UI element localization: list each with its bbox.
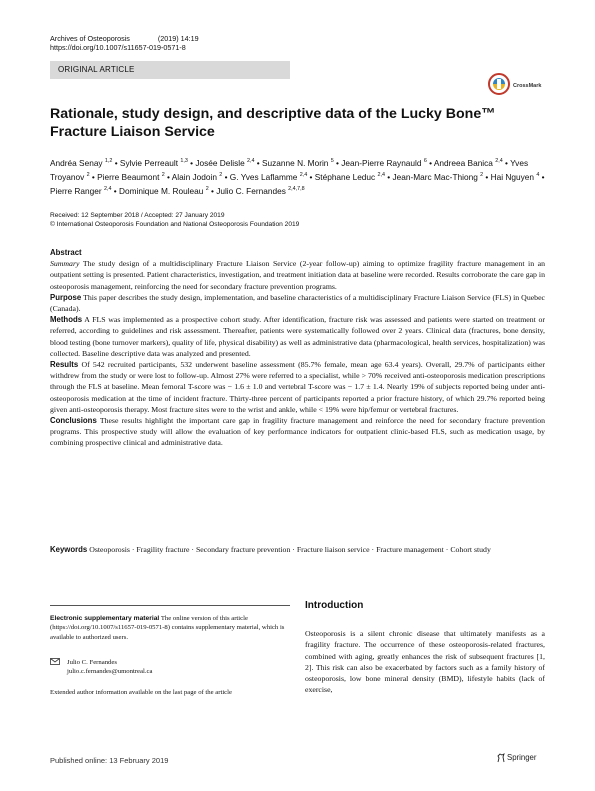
abstract <box>50 247 545 449</box>
author-separator: • <box>502 157 511 168</box>
author-affiliation: 2 <box>86 171 90 178</box>
author-affiliation: 4 <box>536 171 540 178</box>
author-name: Yves Troyanov $^2$ <box>50 157 529 182</box>
author-affiliation: 6 <box>423 158 427 164</box>
author-name: Sylvie Perreault $^{1,3}$ <box>119 157 188 168</box>
keywords <box>50 544 545 555</box>
author-affiliation: 2,4 <box>247 158 255 164</box>
crossmark-label: CrossMark <box>513 83 542 89</box>
author-separator: • <box>385 171 393 182</box>
keywords-text: Osteoporosis · Fragility fracture · Secondary fracture prevention · Fracture liaison service · Fracture management · Cohort study <box>89 545 491 554</box>
author-name: Stéphane Leduc $^{2,4}$ <box>314 171 385 182</box>
envelope-icon <box>50 658 60 665</box>
esm-label: Electronic supplementary material <box>50 615 160 622</box>
author-name: Jean-Pierre Raynauld $^6$ <box>341 157 427 168</box>
author-separator: • <box>222 171 230 182</box>
publisher-logo-text: Springer <box>507 753 537 762</box>
author-separator: • <box>426 157 434 168</box>
author-affiliation: 2 <box>161 171 165 178</box>
results-text: Of 542 recruited participants, 532 underwent baseline assessment (85.7% female, mean age 63.4 years). Overall, 29.7% of participants either withdrew from the study or were lost to follow-up. Almost 27% were referred to a specialist, while > 70% received anti-osteoporosis medication prescriptions through the FLS at baseline. Mean femoral T-score was − 1.6 ± 1.0 and vertebral T-score was − 1.7 ± 1.4. Nearly 19% of subjects reported being under anti-osteoporosis medication at the time of incident fracture. Thirty-three percent of participants reported a prior fracture history, of which 29.7% reported being given anti-osteoporosis therapy. Most fracture sites were to the wrist and ankle, while < 19% were hip/femur or vertebral fractures. <box>50 360 546 414</box>
author-affiliation: 2,4 <box>299 171 308 178</box>
introduction-heading: Introduction <box>305 600 364 611</box>
abstract-heading: Abstract <box>50 248 82 257</box>
author-name: Andreea Banica $^{2,4}$ <box>433 157 503 168</box>
author-affiliation: 1,3 <box>180 158 188 164</box>
author-separator: • <box>483 171 491 182</box>
author-list <box>50 155 550 197</box>
journal-name: Archives of Osteoporosis <box>50 34 130 43</box>
author-separator: • <box>89 171 98 182</box>
author-name: Dominique M. Rouleau $^2$ <box>118 185 209 196</box>
results-label: Results <box>50 360 79 370</box>
article-dates <box>50 211 299 230</box>
abstract-purpose <box>50 292 545 314</box>
doi-link[interactable]: https://doi.org/10.1007/s11657-019-0571-8 <box>50 43 186 52</box>
author-separator: • <box>164 171 172 182</box>
conclusions-label: Conclusions <box>50 416 97 426</box>
introduction-text: Osteoporosis is a silent chronic disease that ultimately manifests as a fragility fracture. The occurrence of these osteoporosis-related fractures, combined with aging, greatly enhances the risk of subsequent fractures [1, 2]. This risk can also be exacerbated by factors such as a family history of osteoporosis, low bone mineral density (BMD), lifestyle habits (lack of exercise, <box>305 629 545 695</box>
extended-info-note: Extended author information available on the last page of the article <box>50 689 232 696</box>
author-name: Julio C. Fernandes $^{2,4,7,8}$ <box>216 185 305 196</box>
article-title: Rationale, study design, and descriptive data of the Lucky Bone™ Fracture Liaison Service <box>50 106 496 140</box>
author-affiliation: 5 <box>330 158 334 164</box>
author-name: Josée Delisle $^{2,4}$ <box>195 157 255 168</box>
footnote-divider <box>50 605 290 606</box>
received-accepted: Received: 12 September 2018 / Accepted: 27 January 2019 <box>50 212 225 219</box>
author-affiliation: 2,4 <box>495 158 503 164</box>
summary-label: Summary <box>50 259 80 269</box>
esm-text: The online version of this article (https://doi.org/10.1007/s11657-019-0571-8) contains supplementary material, which is available to authorized users. <box>50 615 285 641</box>
copyright: © International Osteoporosis Foundation and National Osteoporosis Foundation 2019 <box>50 221 300 229</box>
author-name: Alain Jodoin $^2$ <box>171 171 223 182</box>
author-separator: • <box>539 171 545 182</box>
author-affiliation: 2 <box>205 185 209 192</box>
author-separator: • <box>187 157 196 168</box>
author-separator: • <box>254 157 263 168</box>
author-affiliation: 2,4,7,8 <box>288 185 305 192</box>
abstract-conclusions <box>50 415 545 449</box>
purpose-label: Purpose <box>50 292 82 302</box>
author-separator: • <box>333 157 342 168</box>
abstract-methods <box>50 314 545 359</box>
conclusions-text: These results highlight the important care gap in fragility fracture management and reinforce the need for secondary fracture prevention programs. This prospective study will allow the evaluation of key performance indicators for outpatient clinic-based FLS, such as medication usage, by combining prospective clinical and administrative data. <box>50 416 545 448</box>
author-separator: • <box>208 185 217 196</box>
author-affiliation: 2,4 <box>377 171 385 178</box>
author-separator: • <box>112 157 120 168</box>
author-name: G. Yves Laflamme $^{2,4}$ <box>229 171 308 182</box>
author-separator: • <box>111 185 119 196</box>
journal-volume: (2019) 14:19 <box>157 34 199 43</box>
author-affiliation: 2 <box>219 171 223 178</box>
contact-name: Julio C. Fernandes <box>67 659 117 666</box>
author-name: Suzanne N. Morin $^5$ <box>262 157 334 168</box>
corresponding-author <box>67 658 152 677</box>
author-separator: • <box>307 171 315 182</box>
published-online: Published online: 13 February 2019 <box>50 756 169 765</box>
author-name: Hai Nguyen $^4$ <box>490 171 540 182</box>
abstract-results <box>50 359 545 415</box>
summary-text: The study design of a multidisciplinary Fracture Liaison Service (2-year follow-up) aiming to optimize fragility fracture management in an outpatient setting is presented. Patient characteristics, investigation, and treatment initiation data at baseline were recorded. Results corroborate the care gap in osteoporosis management, reinforcing the need for secondary fracture prevention programs. <box>50 259 545 291</box>
section-label: ORIGINAL ARTICLE <box>58 65 135 74</box>
contact-email[interactable]: julio.c.fernandes@umontreal.ca <box>67 668 153 676</box>
author-affiliation: 2,4 <box>103 185 112 192</box>
abstract-summary <box>50 258 545 292</box>
author-name: Pierre Ranger $^{2,4}$ <box>50 185 112 196</box>
author-name: Jean-Marc Mac-Thiong $^2$ <box>392 171 484 182</box>
section-label-bar <box>50 61 290 79</box>
methods-text: A FLS was implemented as a prospective cohort study. After identification, fracture risk was assessed and patients were started on treatment or referred, according to guidelines and risk assessment. Thereafter, patients were systematically followed over 2 years. Clinical data (fractures, bone density, blood testing (bone turnover markers), quality of life, physical disability) as well as administrative data (pharmacological, health services, hospitalization) was collected. Baseline descriptive data was analyzed and presented. <box>50 315 545 358</box>
journal-header <box>50 34 199 43</box>
springer-horse-icon <box>496 753 506 763</box>
supplementary-note <box>50 614 290 642</box>
keywords-label: Keywords <box>50 545 88 554</box>
author-name: Andréa Senay $^{1,2}$ <box>50 157 113 168</box>
methods-label: Methods <box>50 315 83 325</box>
author-affiliation: 1,2 <box>104 158 113 164</box>
author-name: Pierre Beaumont $^2$ <box>97 171 165 182</box>
purpose-text: This paper describes the study design, implementation, and baseline characteristics of a multidisciplinary Fracture Liaison Service (FLS) in Quebec (Canada). <box>50 292 545 314</box>
author-affiliation: 2 <box>480 171 484 178</box>
